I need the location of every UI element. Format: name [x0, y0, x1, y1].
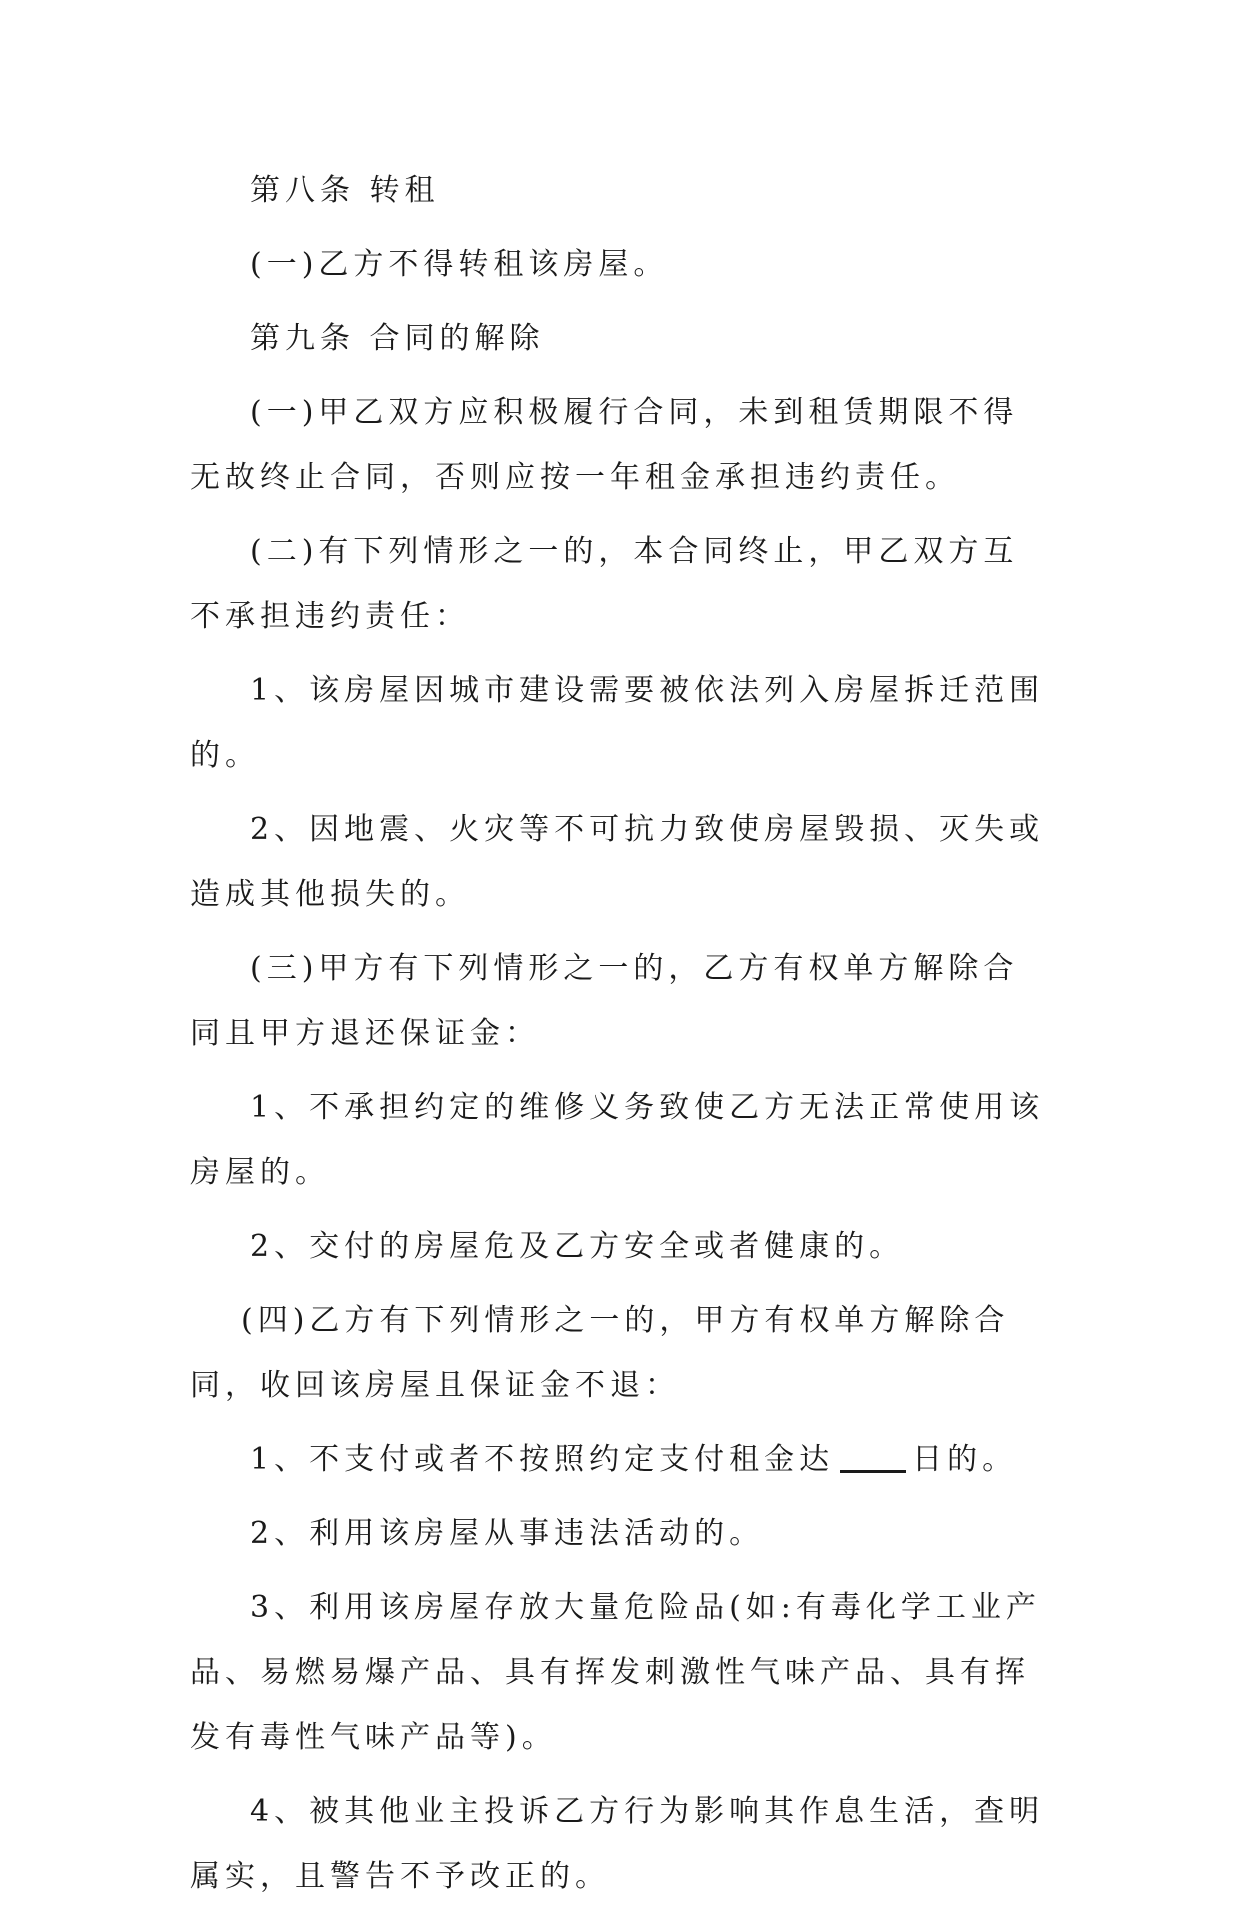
item-text-after-blank: 日的。 [912, 1442, 1018, 1477]
item-text-before-blank: 1、不支付或者不按照约定支付租金达 [250, 1442, 835, 1477]
article-9-clause-2-item-2: 2、因地震、火灾等不可抗力致使房屋毁损、灭失或造成其他损失的。 [190, 812, 1045, 912]
article-8-heading: 第八条 转租 [250, 173, 440, 208]
article-9-clause-3: (三)甲方有下列情形之一的，乙方有权单方解除合同且甲方退还保证金： [190, 951, 1019, 1051]
article-9-clause-3-item-2: 2、交付的房屋危及乙方安全或者健康的。 [250, 1229, 905, 1264]
document-body [190, 158, 1052, 1918]
article-9-clause-4: (四)乙方有下列情形之一的，甲方有权单方解除合同，收回该房屋且保证金不退： [190, 1303, 1010, 1403]
article-9-clause-1: (一)甲乙双方应积极履行合同，未到租赁期限不得无故终止合同，否则应按一年租金承担违约责任。 [190, 395, 1019, 495]
article-9-clause-3-item-1: 1、不承担约定的维修义务致使乙方无法正常使用该房屋的。 [190, 1090, 1045, 1190]
article-9-clause-4-item-4: 4、被其他业主投诉乙方行为影响其作息生活，查明属实，且警告不予改正的。 [190, 1794, 1045, 1894]
fill-in-blank [840, 1470, 906, 1473]
article-9-heading: 第九条 合同的解除 [250, 321, 545, 356]
article-9-clause-4-item-1 [190, 1427, 1052, 1492]
article-9-clause-4-item-3: 3、利用该房屋存放大量危险品(如:有毒化学工业产品、易燃易爆产品、具有挥发刺激性气味产品、具有挥发有毒性气味产品等)。 [190, 1590, 1041, 1755]
article-9-clause-2: (二)有下列情形之一的，本合同终止，甲乙双方互不承担违约责任： [190, 534, 1019, 634]
article-9-clause-2-item-1: 1、该房屋因城市建设需要被依法列入房屋拆迁范围的。 [190, 673, 1045, 773]
article-8-clause-1: (一)乙方不得转租该房屋。 [250, 247, 669, 282]
article-9-clause-4-item-2: 2、利用该房屋从事违法活动的。 [250, 1516, 765, 1551]
